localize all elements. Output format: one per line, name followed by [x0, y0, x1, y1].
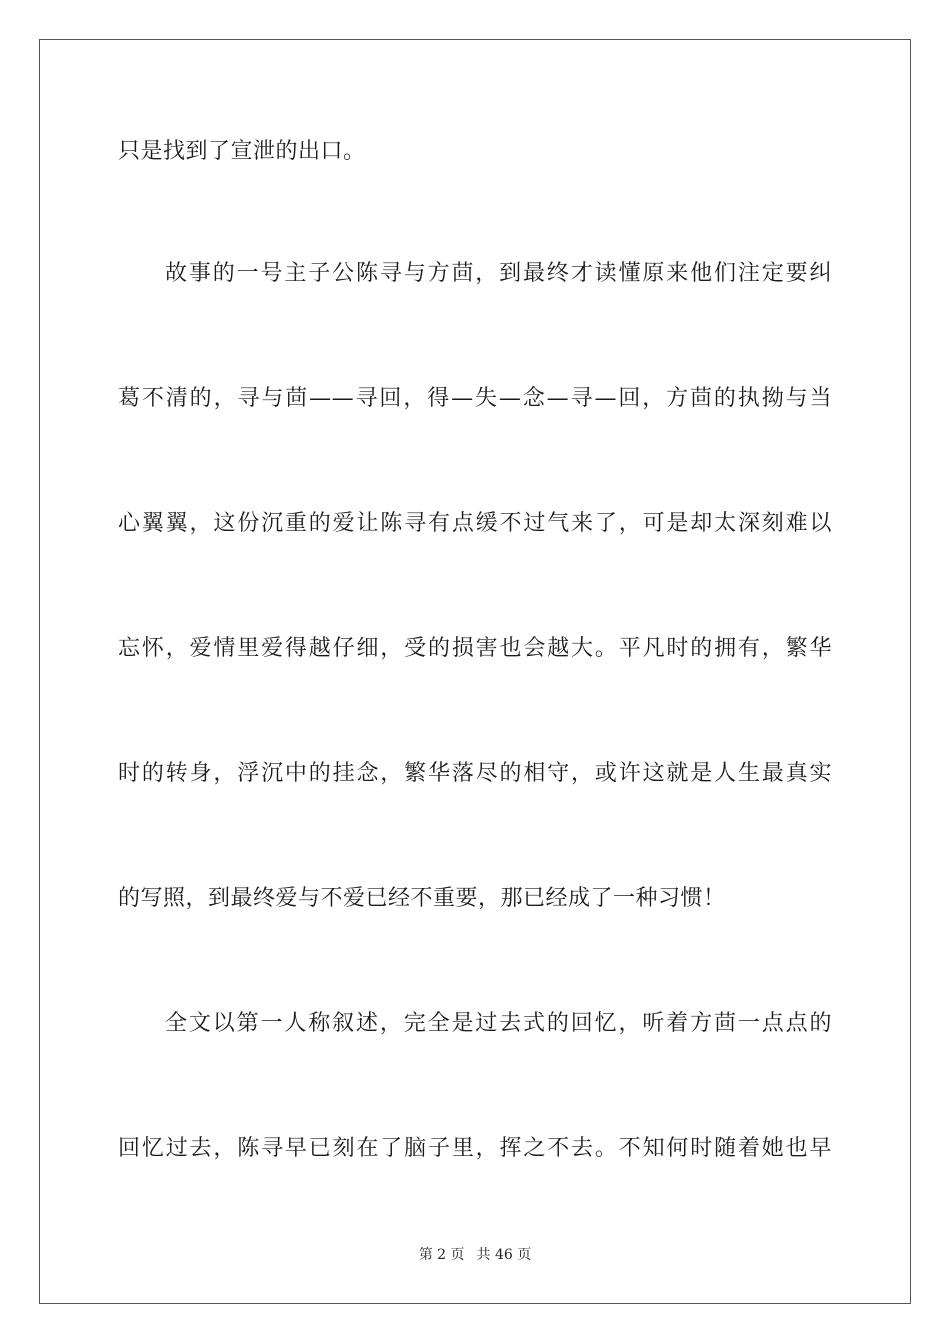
paragraph-first-line: 故事的一号主子公陈寻与方茴，到最终才读懂原来他们注定要纠	[165, 261, 832, 286]
text-line: 心翼翼，这份沉重的爱让陈寻有点缓不过气来了，可是却太深刻难以	[118, 511, 832, 536]
text-line: 只是找到了宣泄的出口。	[118, 139, 366, 164]
paragraph-first-line: 全文以第一人称叙述，完全是过去式的回忆，听着方茴一点点的	[165, 1011, 832, 1036]
text-line: 时的转身，浮沉中的挂念，繁华落尽的相守，或许这就是人生最真实	[118, 761, 832, 786]
page-footer	[0, 1246, 950, 1264]
text-line: 的写照，到最终爱与不爱已经不重要，那已经成了一种习惯！	[118, 886, 726, 911]
page-number: 第 2 页	[418, 1247, 465, 1263]
text-line: 葛不清的，寻与茴——寻回，得—失—念—寻—回，方茴的执拗与当	[118, 386, 832, 411]
text-line: 忘怀，爱情里爱得越仔细，受的损害也会越大。平凡时的拥有，繁华	[118, 636, 832, 661]
text-line: 回忆过去，陈寻早已刻在了脑子里，挥之不去。不知何时随着她也早	[118, 1136, 832, 1161]
page-border	[39, 39, 911, 1304]
page-total: 共 46 页	[476, 1247, 532, 1263]
